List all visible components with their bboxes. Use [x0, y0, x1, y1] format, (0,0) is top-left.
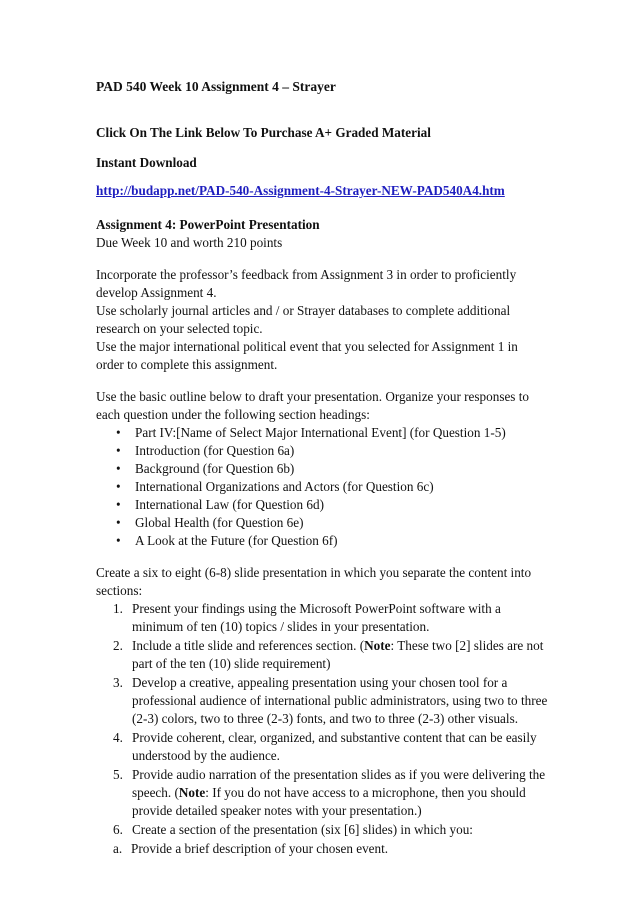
paragraph-research: Use scholarly journal articles and / or Strayer databases to complete additional research on your selected topic.	[96, 303, 511, 336]
instant-download-label: Instant Download	[96, 155, 197, 170]
list-item: • International Organizations and Actors (for Question 6c)	[116, 479, 434, 494]
paragraph-event: Use the major international political event that you selected for Assignment 1 in order to complete this assignment.	[96, 339, 518, 372]
list-item: • A Look at the Future (for Question 6f)	[116, 533, 338, 548]
sub-item-a: a. Provide a brief description of your chosen event.	[113, 841, 389, 856]
bullet-icon: •	[116, 425, 121, 440]
document-title: PAD 540 Week 10 Assignment 4 – Strayer	[96, 79, 336, 94]
list-item: • Introduction (for Question 6a)	[116, 443, 295, 458]
requirements-list	[96, 600, 548, 839]
list-item: 1. Present your findings using the Microsoft PowerPoint software with a minimum of ten (10) topics / slides in your presentation.	[113, 601, 501, 634]
list-item: 3. Develop a creative, appealing presentation using your chosen tool for a professional audience of international public administrators, using two to three (2-3) colors, two to three (2-3) fonts, and two to three (2-3) other visuals.	[113, 675, 548, 726]
list-item: • Global Health (for Question 6e)	[116, 515, 304, 530]
list-item: 6. Create a section of the presentation (six [6] slides) in which you:	[113, 822, 473, 837]
bullet-icon: •	[116, 497, 121, 512]
bullet-icon: •	[116, 443, 121, 458]
purchase-instruction: Click On The Link Below To Purchase A+ Graded Material	[96, 125, 431, 140]
list-item: • Background (for Question 6b)	[116, 461, 295, 476]
list-item: 2. Include a title slide and references section. (Note: These two [2] slides are not part of the ten (10) slide requirement)	[113, 638, 544, 671]
outline-intro: Use the basic outline below to draft your presentation. Organize your responses to each question under the following section headings:	[96, 389, 529, 422]
list-item: • International Law (for Question 6d)	[116, 497, 324, 512]
list-item: 4. Provide coherent, clear, organized, and substantive content that can be easily understood by the audience.	[113, 730, 537, 763]
bullet-icon: •	[116, 479, 121, 494]
list-item: 5. Provide audio narration of the presentation slides as if you were delivering the speech. (Note: If you do not have access to a microphone, then you should provide detailed speaker notes with your presentation.)	[113, 767, 546, 818]
bullet-icon: •	[116, 515, 121, 530]
list-item: • Part IV:[Name of Select Major International Event] (for Question 1-5)	[116, 425, 506, 440]
bullet-icon: •	[116, 461, 121, 476]
section-headings-list	[96, 424, 548, 550]
due-line: Due Week 10 and worth 210 points	[96, 235, 283, 250]
paragraph-feedback: Incorporate the professor’s feedback from Assignment 3 in order to proficiently develop Assignment 4.	[96, 267, 517, 300]
bullet-icon: •	[116, 533, 121, 548]
purchase-link[interactable]: http://budapp.net/PAD-540-Assignment-4-Strayer-NEW-PAD540A4.htm	[96, 183, 505, 198]
create-intro: Create a six to eight (6-8) slide presentation in which you separate the content into sections:	[96, 565, 532, 598]
assignment-heading: Assignment 4: PowerPoint Presentation	[96, 217, 320, 232]
